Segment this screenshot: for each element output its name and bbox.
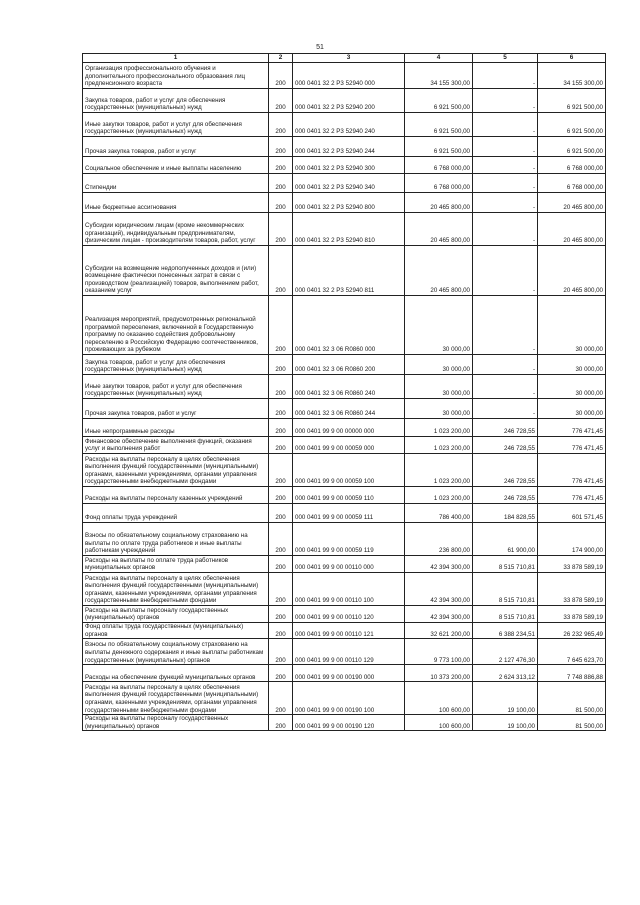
column-header: 5: [473, 54, 538, 63]
row-executed: -: [473, 399, 538, 419]
table-row: [83, 63, 606, 89]
row-name: Иные закупки товаров, работ и услуг для обеспечения государственных (муниципальных) нужд: [83, 375, 269, 399]
row-remaining: 776 471,45: [538, 419, 606, 437]
row-remaining: 6 768 000,00: [538, 157, 606, 174]
row-kbk: 000 0401 32 3 06 R0860 240: [293, 375, 405, 399]
row-approved: 30 000,00: [405, 375, 473, 399]
row-remaining: 20 465 800,00: [538, 213, 606, 246]
row-executed: 2 624 313,12: [473, 665, 538, 682]
row-kbk: 000 0401 99 9 00 00059 110: [293, 487, 405, 504]
row-approved: 1 023 200,00: [405, 454, 473, 487]
row-executed: 61 900,00: [473, 523, 538, 556]
row-executed: -: [473, 89, 538, 113]
table-row: [83, 174, 606, 193]
row-remaining: 26 232 965,49: [538, 623, 606, 639]
row-kbk: 000 0401 32 2 P3 52940 240: [293, 113, 405, 137]
row-code: 200: [269, 682, 293, 715]
row-name: Фонд оплаты труда государственных (муниципальных) органов: [83, 623, 269, 639]
row-code: 200: [269, 437, 293, 454]
row-executed: -: [473, 355, 538, 375]
row-code: 200: [269, 213, 293, 246]
row-code: 200: [269, 606, 293, 623]
row-code: 200: [269, 715, 293, 731]
row-kbk: 000 0401 99 9 00 00190 000: [293, 665, 405, 682]
column-header: 2: [269, 54, 293, 63]
table-row: [83, 504, 606, 523]
row-kbk: 000 0401 32 2 P3 52940 200: [293, 89, 405, 113]
row-kbk: 000 0401 99 9 00 00059 100: [293, 454, 405, 487]
row-name: Фонд оплаты труда учреждений: [83, 504, 269, 523]
table-row: [83, 454, 606, 487]
table-row: [83, 437, 606, 454]
row-remaining: 33 878 589,19: [538, 573, 606, 606]
row-remaining: 6 921 500,00: [538, 89, 606, 113]
column-header: 4: [405, 54, 473, 63]
row-name: Субсидии на возмещение недополученных доходов и (или) возмещение фактически понесенных затрат в связи с производством (реализацией) товаров, выполнением работ, оказанием услуг: [83, 246, 269, 296]
row-executed: 246 728,55: [473, 437, 538, 454]
row-executed: -: [473, 213, 538, 246]
row-remaining: 20 465 800,00: [538, 193, 606, 213]
row-code: 200: [269, 355, 293, 375]
row-executed: -: [473, 246, 538, 296]
row-executed: 2 127 476,30: [473, 639, 538, 665]
table-row: [83, 113, 606, 137]
row-name: Прочая закупка товаров, работ и услуг: [83, 399, 269, 419]
row-name: Реализация мероприятий, предусмотренных региональной программой переселения, включенной в Государственную программу по оказанию содействия добровольному переселению в Российскую Федерацию соотечественников, проживающих за рубежом: [83, 296, 269, 355]
table-row: [83, 246, 606, 296]
row-code: 200: [269, 665, 293, 682]
table-row: [83, 682, 606, 715]
row-remaining: 81 500,00: [538, 715, 606, 731]
row-approved: 9 773 100,00: [405, 639, 473, 665]
row-code: 200: [269, 137, 293, 157]
row-approved: 34 155 300,00: [405, 63, 473, 89]
row-code: 200: [269, 523, 293, 556]
row-executed: 246 728,55: [473, 419, 538, 437]
row-kbk: 000 0401 99 9 00 00059 111: [293, 504, 405, 523]
row-name: Расходы на выплаты персоналу государственных (муниципальных) органов: [83, 715, 269, 731]
row-name: Закупка товаров, работ и услуг для обеспечения государственных (муниципальных) нужд: [83, 355, 269, 375]
row-name: Расходы на выплаты персоналу в целях обеспечения выполнения функций государственными (муниципальными) органами, казенными учреждениями, органами управления государственными внебюджетными фондами: [83, 682, 269, 715]
row-name: Организация профессионального обучения и дополнительного профессионального образования лиц предпенсионного возраста: [83, 63, 269, 89]
row-code: 200: [269, 639, 293, 665]
table-row: [83, 213, 606, 246]
row-kbk: 000 0401 99 9 00 00059 119: [293, 523, 405, 556]
row-remaining: 34 155 300,00: [538, 63, 606, 89]
row-name: Расходы на выплаты персоналу в целях обеспечения выполнения функций государственными (муниципальными) органами, казенными учреждениями, органами управления государственными внебюджетными фондами: [83, 573, 269, 606]
row-code: 200: [269, 487, 293, 504]
table-row: [83, 523, 606, 556]
row-executed: -: [473, 193, 538, 213]
row-kbk: 000 0401 32 2 P3 52940 000: [293, 63, 405, 89]
row-kbk: 000 0401 99 9 00 00110 120: [293, 606, 405, 623]
row-remaining: 776 471,45: [538, 487, 606, 504]
row-kbk: 000 0401 32 2 P3 52940 810: [293, 213, 405, 246]
row-approved: 30 000,00: [405, 296, 473, 355]
row-code: 200: [269, 399, 293, 419]
table-row: [83, 715, 606, 731]
row-name: Расходы на выплаты персоналу казенных учреждений: [83, 487, 269, 504]
row-code: 200: [269, 454, 293, 487]
row-remaining: 30 000,00: [538, 399, 606, 419]
budget-table: [82, 53, 606, 731]
row-approved: 42 394 300,00: [405, 573, 473, 606]
row-executed: 8 515 710,81: [473, 556, 538, 573]
table-row: [83, 89, 606, 113]
column-header: 6: [538, 54, 606, 63]
table-row: [83, 193, 606, 213]
table-row: [83, 355, 606, 375]
table-row: [83, 157, 606, 174]
row-approved: 20 465 800,00: [405, 246, 473, 296]
row-approved: 10 373 200,00: [405, 665, 473, 682]
row-name: Расходы на обеспечение функций муниципальных органов: [83, 665, 269, 682]
row-executed: 184 828,55: [473, 504, 538, 523]
row-kbk: 000 0401 32 2 P3 52940 800: [293, 193, 405, 213]
row-executed: -: [473, 63, 538, 89]
row-executed: 246 728,55: [473, 487, 538, 504]
row-remaining: 20 465 800,00: [538, 246, 606, 296]
column-header: 3: [293, 54, 405, 63]
row-name: Стипендии: [83, 174, 269, 193]
row-approved: 100 600,00: [405, 715, 473, 731]
row-remaining: 30 000,00: [538, 296, 606, 355]
table-body: [83, 63, 606, 731]
table-row: [83, 375, 606, 399]
column-header: 1: [83, 54, 269, 63]
row-name: Расходы на выплаты персоналу государственных (муниципальных) органов: [83, 606, 269, 623]
row-remaining: 6 768 000,00: [538, 174, 606, 193]
row-remaining: 6 921 500,00: [538, 137, 606, 157]
row-remaining: 33 878 589,19: [538, 556, 606, 573]
row-name: Социальное обеспечение и иные выплаты населению: [83, 157, 269, 174]
row-kbk: 000 0401 99 9 00 00110 000: [293, 556, 405, 573]
row-kbk: 000 0401 99 9 00 00190 120: [293, 715, 405, 731]
table-row: [83, 556, 606, 573]
row-remaining: 6 921 500,00: [538, 113, 606, 137]
row-kbk: 000 0401 99 9 00 00110 100: [293, 573, 405, 606]
row-kbk: 000 0401 32 2 P3 52940 340: [293, 174, 405, 193]
table-row: [83, 665, 606, 682]
row-executed: 6 388 234,51: [473, 623, 538, 639]
page-number: 51: [316, 44, 324, 51]
row-name: Субсидии юридическим лицам (кроме некоммерческих организаций), индивидуальным предпринимателям, физическим лицам - производителям товаров, работ, услуг: [83, 213, 269, 246]
row-remaining: 81 500,00: [538, 682, 606, 715]
row-name: Иные бюджетные ассигнования: [83, 193, 269, 213]
table-row: [83, 137, 606, 157]
row-kbk: 000 0401 32 3 06 R0860 000: [293, 296, 405, 355]
row-approved: 6 921 500,00: [405, 89, 473, 113]
row-name: Расходы на выплаты по оплате труда работников муниципальных органов: [83, 556, 269, 573]
row-code: 200: [269, 573, 293, 606]
row-approved: 1 023 200,00: [405, 487, 473, 504]
row-executed: 8 515 710,81: [473, 573, 538, 606]
table-row: [83, 573, 606, 606]
row-approved: 6 768 000,00: [405, 157, 473, 174]
row-code: 200: [269, 504, 293, 523]
row-remaining: 174 900,00: [538, 523, 606, 556]
row-approved: 30 000,00: [405, 399, 473, 419]
row-kbk: 000 0401 99 9 00 00110 129: [293, 639, 405, 665]
row-remaining: 776 471,45: [538, 454, 606, 487]
row-kbk: 000 0401 32 2 P3 52940 244: [293, 137, 405, 157]
row-name: Прочая закупка товаров, работ и услуг: [83, 137, 269, 157]
row-approved: 236 800,00: [405, 523, 473, 556]
row-remaining: 601 571,45: [538, 504, 606, 523]
table-row: [83, 606, 606, 623]
row-executed: -: [473, 157, 538, 174]
row-remaining: 7 645 623,70: [538, 639, 606, 665]
row-kbk: 000 0401 99 9 00 00190 100: [293, 682, 405, 715]
row-remaining: 776 471,45: [538, 437, 606, 454]
row-executed: -: [473, 137, 538, 157]
row-remaining: 33 878 589,19: [538, 606, 606, 623]
row-approved: 1 023 200,00: [405, 419, 473, 437]
table-row: [83, 623, 606, 639]
row-remaining: 7 748 886,88: [538, 665, 606, 682]
row-name: Иные закупки товаров, работ и услуг для обеспечения государственных (муниципальных) нужд: [83, 113, 269, 137]
table-row: [83, 296, 606, 355]
row-name: Взносы по обязательному социальному страхованию на выплаты по оплате труда работников и иные выплаты работникам учреждений: [83, 523, 269, 556]
row-code: 200: [269, 174, 293, 193]
row-approved: 6 768 000,00: [405, 174, 473, 193]
row-name: Взносы по обязательному социальному страхованию на выплаты денежного содержания и иные выплаты работникам государственных (муниципальных) органов: [83, 639, 269, 665]
row-approved: 20 465 800,00: [405, 213, 473, 246]
row-executed: -: [473, 375, 538, 399]
row-approved: 20 465 800,00: [405, 193, 473, 213]
row-executed: -: [473, 296, 538, 355]
row-name: Расходы на выплаты персоналу в целях обеспечения выполнения функций государственными (муниципальными) органами, казенными учреждениями, органами управления государственными внебюджетными фондами: [83, 454, 269, 487]
row-executed: 19 100,00: [473, 682, 538, 715]
row-name: Иные непрограммные расходы: [83, 419, 269, 437]
row-code: 200: [269, 375, 293, 399]
row-code: 200: [269, 419, 293, 437]
row-approved: 6 921 500,00: [405, 113, 473, 137]
row-approved: 1 023 200,00: [405, 437, 473, 454]
table-row: [83, 419, 606, 437]
row-code: 200: [269, 296, 293, 355]
row-code: 200: [269, 193, 293, 213]
row-approved: 42 394 300,00: [405, 606, 473, 623]
row-executed: 19 100,00: [473, 715, 538, 731]
row-kbk: 000 0401 32 3 06 R0860 200: [293, 355, 405, 375]
row-approved: 30 000,00: [405, 355, 473, 375]
table-header-row: [83, 54, 606, 63]
row-kbk: 000 0401 99 9 00 00059 000: [293, 437, 405, 454]
row-executed: 246 728,55: [473, 454, 538, 487]
row-approved: 100 600,00: [405, 682, 473, 715]
row-kbk: 000 0401 32 2 P3 52940 300: [293, 157, 405, 174]
row-approved: 6 921 500,00: [405, 137, 473, 157]
row-name: Финансовое обеспечение выполнения функций, оказания услуг и выполнения работ: [83, 437, 269, 454]
row-remaining: 30 000,00: [538, 375, 606, 399]
row-approved: 786 400,00: [405, 504, 473, 523]
row-code: 200: [269, 246, 293, 296]
row-approved: 42 394 300,00: [405, 556, 473, 573]
row-code: 200: [269, 89, 293, 113]
table-row: [83, 487, 606, 504]
row-executed: 8 515 710,81: [473, 606, 538, 623]
row-code: 200: [269, 556, 293, 573]
row-code: 200: [269, 623, 293, 639]
row-remaining: 30 000,00: [538, 355, 606, 375]
row-executed: -: [473, 113, 538, 137]
table-row: [83, 639, 606, 665]
row-kbk: 000 0401 32 3 06 R0860 244: [293, 399, 405, 419]
table-row: [83, 399, 606, 419]
row-code: 200: [269, 63, 293, 89]
row-name: Закупка товаров, работ и услуг для обеспечения государственных (муниципальных) нужд: [83, 89, 269, 113]
row-code: 200: [269, 157, 293, 174]
row-approved: 32 621 200,00: [405, 623, 473, 639]
row-kbk: 000 0401 99 9 00 00000 000: [293, 419, 405, 437]
row-kbk: 000 0401 32 2 P3 52940 811: [293, 246, 405, 296]
row-kbk: 000 0401 99 9 00 00110 121: [293, 623, 405, 639]
row-code: 200: [269, 113, 293, 137]
row-executed: -: [473, 174, 538, 193]
